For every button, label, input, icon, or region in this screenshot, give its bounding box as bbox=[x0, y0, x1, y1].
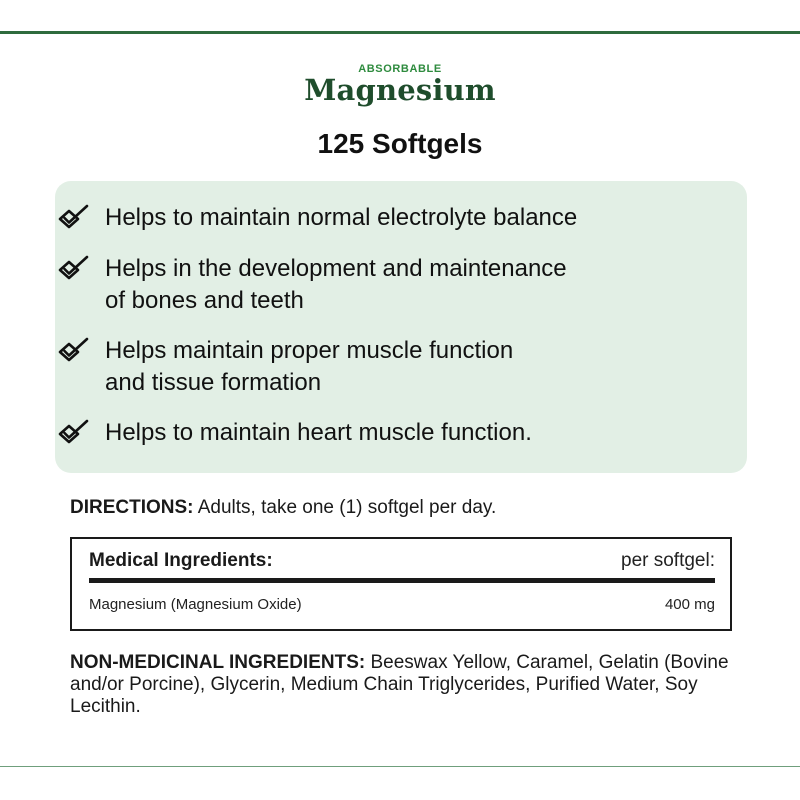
checkmark-icon bbox=[57, 203, 91, 233]
non-medicinal-label: NON-MEDICINAL INGREDIENTS: bbox=[70, 652, 366, 673]
ingredient-name: Magnesium (Magnesium Oxide) bbox=[89, 596, 302, 613]
ingredients-divider bbox=[89, 578, 715, 583]
top-divider bbox=[0, 31, 800, 34]
checkmark-icon bbox=[57, 254, 91, 284]
benefits-panel bbox=[55, 181, 747, 473]
checkmark-icon bbox=[57, 336, 91, 366]
non-medicinal-ingredients bbox=[70, 652, 750, 718]
ingredients-header-unit: per softgel: bbox=[621, 550, 715, 571]
directions bbox=[70, 497, 750, 519]
product-eyebrow: ABSORBABLE bbox=[358, 63, 442, 75]
benefit-text: Helps to maintain normal electrolyte balance bbox=[105, 204, 578, 231]
benefit-item bbox=[105, 417, 725, 449]
ingredient-amount: 400 mg bbox=[664, 596, 715, 613]
benefit-text: Helps to maintain heart muscle function. bbox=[105, 419, 532, 446]
directions-text: Adults, take one (1) softgel per day. bbox=[193, 497, 497, 518]
product-name: Magnesium bbox=[304, 73, 496, 107]
softgel-count: 125 Softgels bbox=[317, 128, 483, 159]
ingredients-table bbox=[70, 537, 732, 631]
checkmark-icon bbox=[57, 418, 91, 448]
bottom-divider bbox=[0, 766, 800, 767]
benefit-item bbox=[105, 202, 725, 234]
benefit-text-line: of bones and teeth bbox=[105, 287, 304, 314]
non-medicinal-text: Beeswax Yellow, Caramel, Gelatin (Bovine and/or Porcine), Glycerin, Medium Chain Triglycerides, Purified Water, Soy Lecithin. bbox=[70, 652, 729, 717]
directions-label: DIRECTIONS: bbox=[70, 497, 194, 518]
benefit-text-line: and tissue formation bbox=[105, 369, 322, 396]
benefit-text-line: Helps in the development and maintenance bbox=[105, 255, 567, 282]
benefit-item bbox=[105, 253, 725, 317]
benefit-item bbox=[105, 335, 725, 399]
ingredients-header-label: Medical Ingredients: bbox=[89, 550, 273, 571]
benefit-text-line: Helps maintain proper muscle function bbox=[105, 337, 514, 364]
